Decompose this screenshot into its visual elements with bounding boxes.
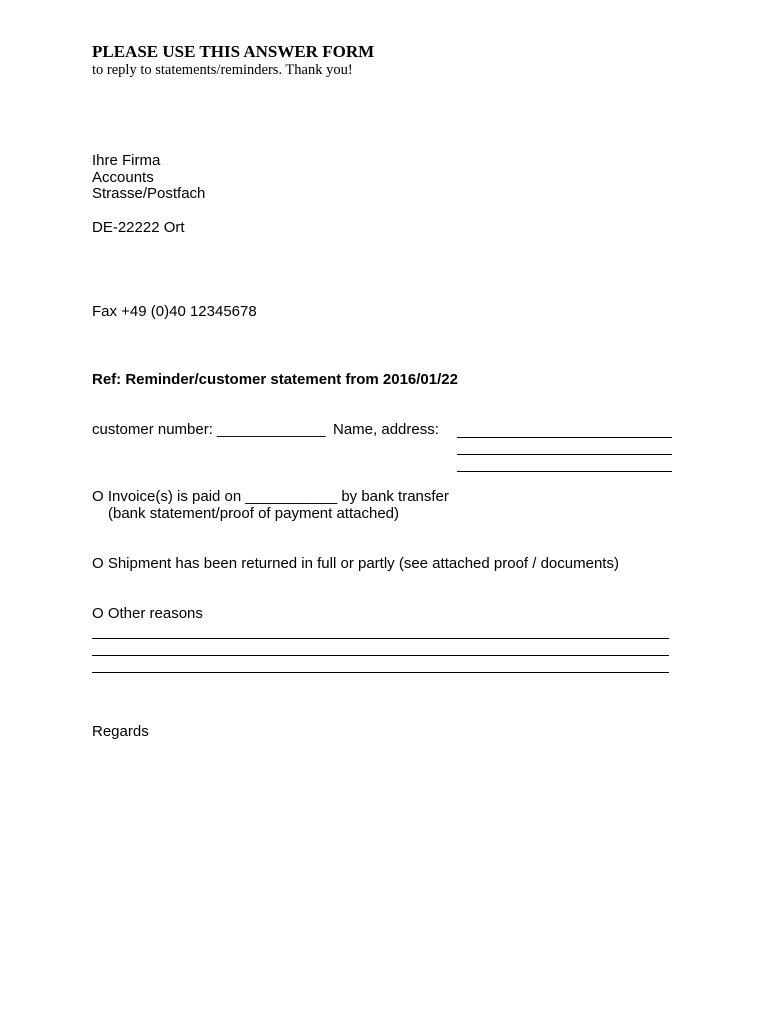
address-line-1[interactable] — [457, 437, 672, 438]
form-subtitle: to reply to statements/reminders. Thank you! — [92, 62, 353, 78]
reference-line: Ref: Reminder/customer statement from 2016/01/22 — [92, 371, 458, 388]
option-other-reasons: O Other reasons — [92, 605, 203, 622]
option-invoice-paid: O Invoice(s) is paid on ___________ by bank transfer — [92, 488, 449, 505]
address-line-3[interactable] — [457, 471, 672, 472]
name-address-label: Name, address: — [333, 421, 439, 438]
recipient-city: DE-22222 Ort — [92, 219, 185, 236]
option-invoice-paid-note: (bank statement/proof of payment attached) — [108, 505, 399, 522]
address-line-2[interactable] — [457, 454, 672, 455]
other-reasons-line-3[interactable] — [92, 672, 669, 673]
fax-number: Fax +49 (0)40 12345678 — [92, 303, 257, 320]
customer-number-label: customer number: _____________ — [92, 421, 326, 438]
recipient-company: Ihre Firma — [92, 152, 161, 169]
closing-regards: Regards — [92, 723, 149, 740]
other-reasons-line-1[interactable] — [92, 638, 669, 639]
recipient-street: Strasse/Postfach — [92, 185, 206, 202]
other-reasons-line-2[interactable] — [92, 655, 669, 656]
recipient-department: Accounts — [92, 169, 154, 186]
form-title: PLEASE USE THIS ANSWER FORM — [92, 42, 375, 61]
option-shipment-returned: O Shipment has been returned in full or partly (see attached proof / documents) — [92, 555, 619, 572]
